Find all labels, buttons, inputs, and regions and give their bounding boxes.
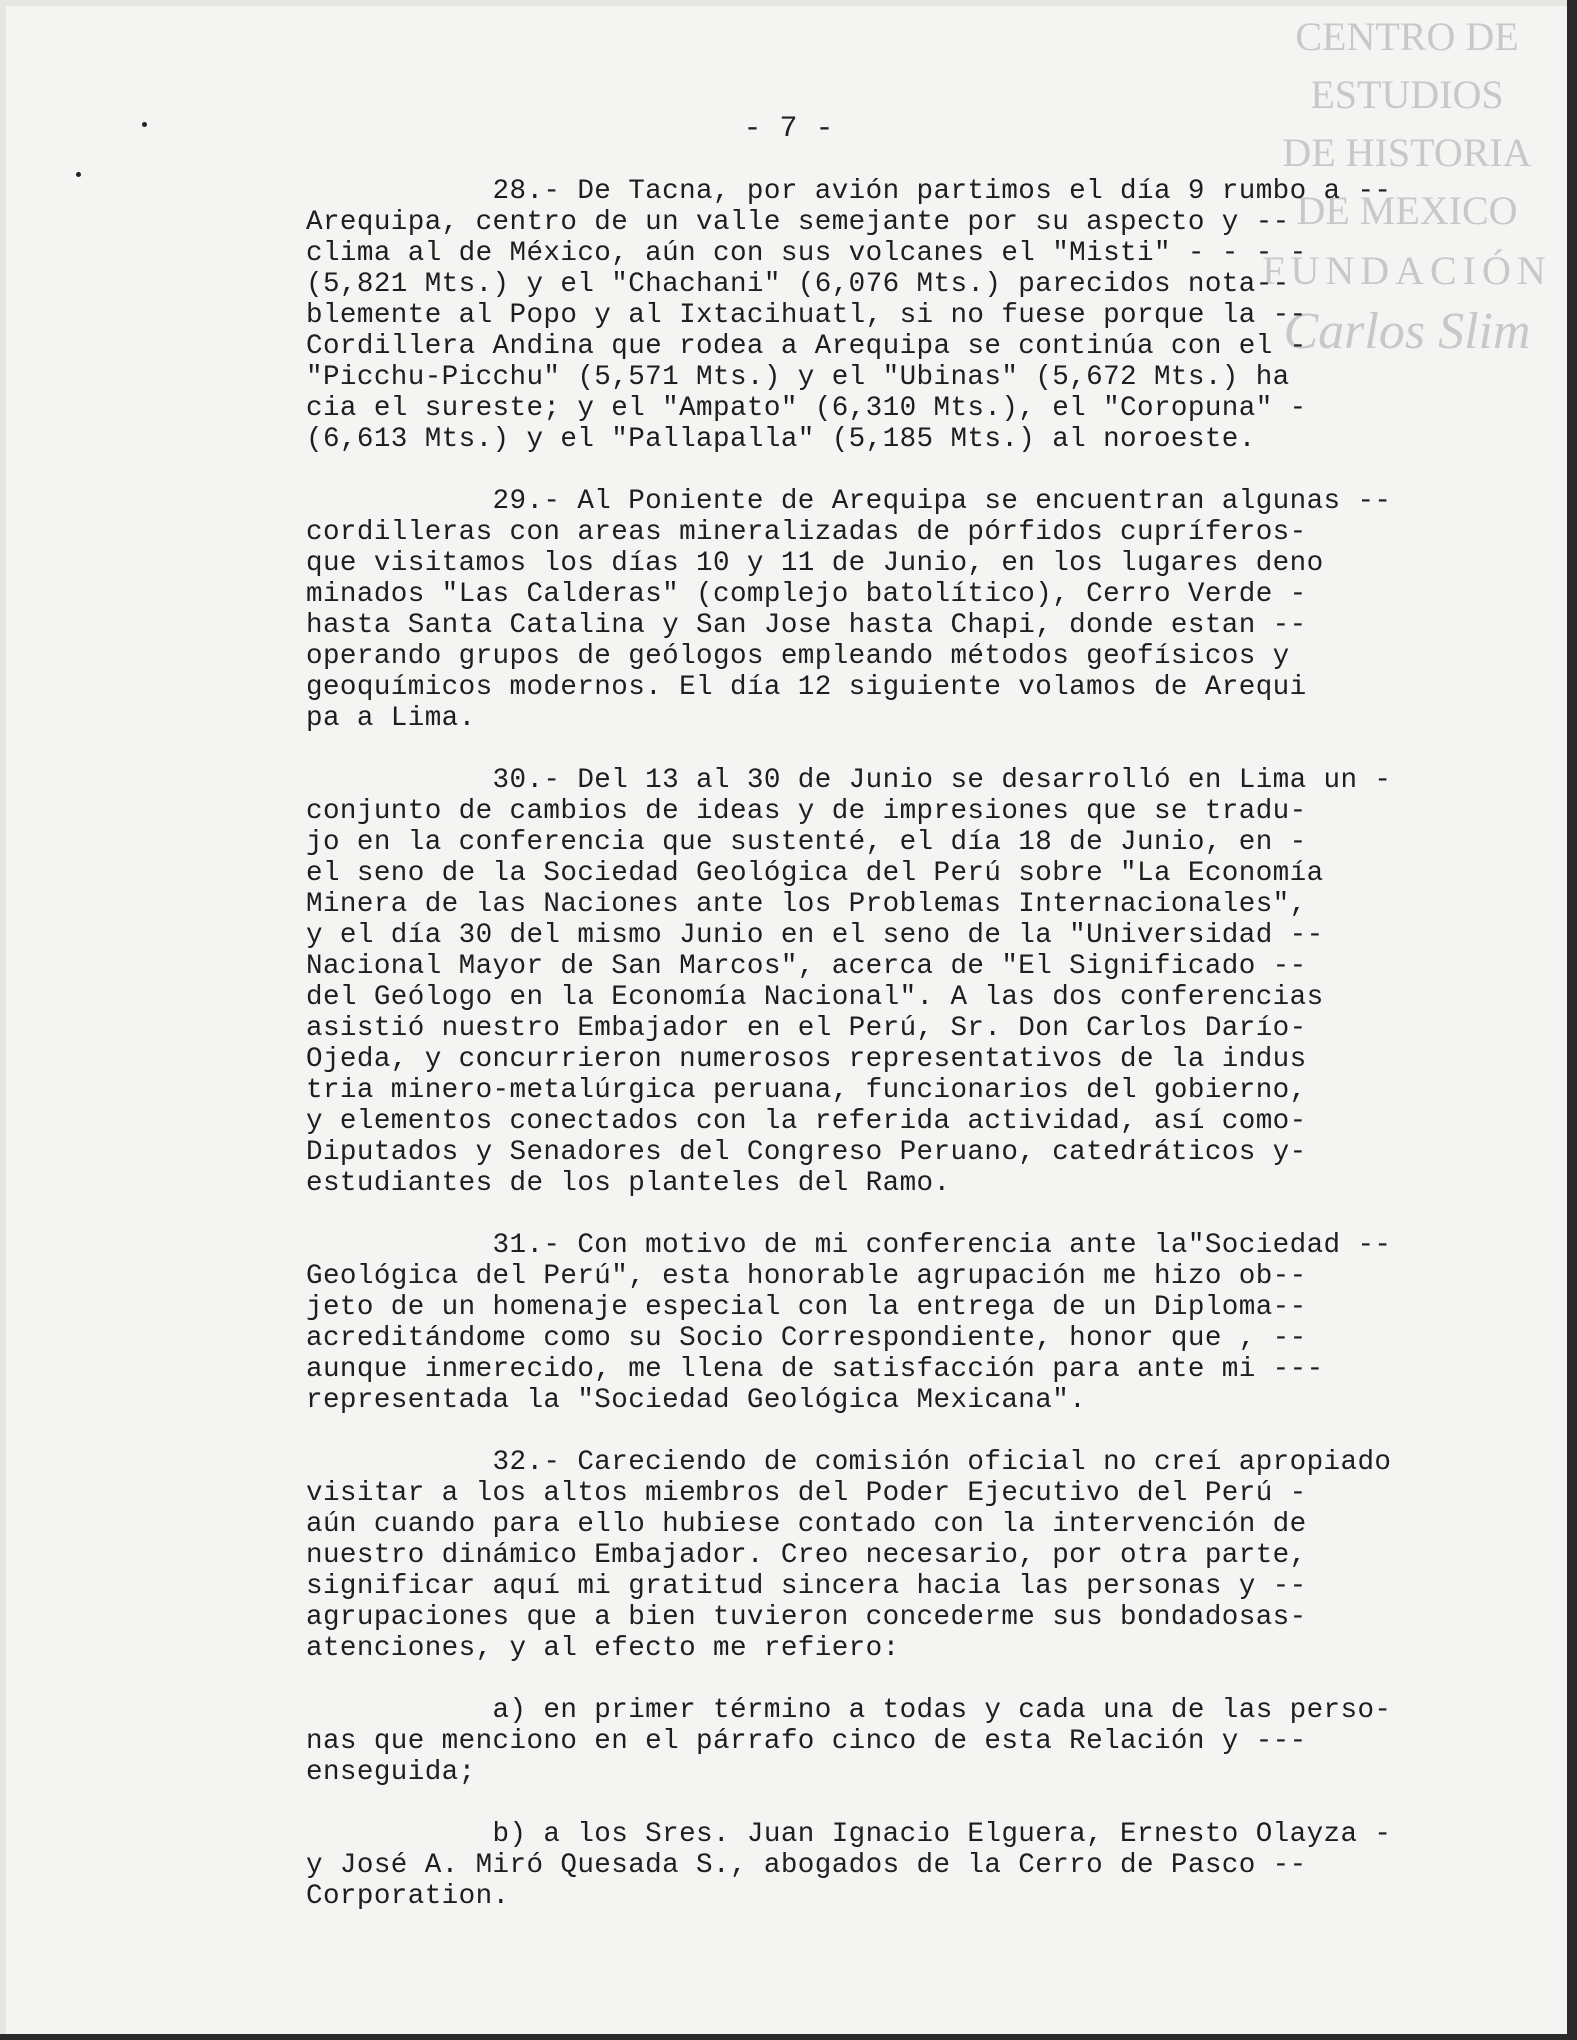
text-line: Arequipa, centro de un valle semejante por su aspecto y -- (306, 207, 1290, 238)
watermark-line: CENTRO DE (1295, 14, 1519, 59)
text-line: aunque inmerecido, me llena de satisfacción para ante mi --- (306, 1354, 1324, 1385)
text-line: Nacional Mayor de San Marcos", acerca de "El Significado -- (306, 951, 1307, 982)
text-line: Minera de las Naciones ante los Problemas Internacionales", (306, 889, 1307, 920)
watermark-line: DE HISTORIA (1282, 130, 1532, 175)
text-line: 29.- Al Poniente de Arequipa se encuentran algunas -- (306, 486, 1392, 517)
text-line: y elementos conectados con la referida actividad, así como- (306, 1106, 1307, 1137)
text-line: nuestro dinámico Embajador. Creo necesario, por otra parte, (306, 1540, 1307, 1571)
text-line: nas que menciono en el párrafo cinco de esta Relación y --- (306, 1726, 1307, 1757)
paragraph (306, 486, 1416, 734)
text-line: minados "Las Calderas" (complejo batolítico), Cerro Verde - (306, 579, 1307, 610)
text-line: blemente al Popo y al Ixtacihuatl, si no fuese porque la -- (306, 300, 1307, 331)
paragraph (306, 1230, 1416, 1416)
text-line: asistió nuestro Embajador en el Perú, Sr. Don Carlos Darío- (306, 1013, 1307, 1044)
text-line: cia el sureste; y el "Ampato" (6,310 Mts.), el "Coropuna" - (306, 393, 1307, 424)
text-line: aún cuando para ello hubiese contado con la intervención de (306, 1509, 1307, 1540)
text-line: Corporation. (306, 1881, 510, 1912)
paragraph (306, 1447, 1416, 1664)
text-line: del Geólogo en la Economía Nacional". A las dos conferencias (306, 982, 1324, 1013)
text-line: "Picchu-Picchu" (5,571 Mts.) y el "Ubinas" (5,672 Mts.) ha (306, 362, 1290, 393)
text-line: representada la "Sociedad Geológica Mexicana". (306, 1385, 1087, 1416)
text-line: Ojeda, y concurrieron numerosos representativos de la indus (306, 1044, 1307, 1075)
scan-edge-right (1567, 0, 1577, 2040)
text-line: pa a Lima. (306, 703, 476, 734)
document-body (306, 176, 1416, 1943)
page-number: - 7 - (743, 112, 834, 146)
text-line: 28.- De Tacna, por avión partimos el día 9 rumbo a -- (306, 176, 1392, 207)
text-line: y José A. Miró Quesada S., abogados de la Cerro de Pasco -- (306, 1850, 1307, 1881)
text-line: jeto de un homenaje especial con la entrega de un Diploma-- (306, 1292, 1307, 1323)
text-line: 30.- Del 13 al 30 de Junio se desarrolló en Lima un - (306, 765, 1392, 796)
text-line: cordilleras con areas mineralizadas de pórfidos cupríferos- (306, 517, 1307, 548)
text-line: geoquímicos modernos. El día 12 siguiente volamos de Arequi (306, 672, 1307, 703)
text-line: el seno de la Sociedad Geológica del Perú sobre "La Economía (306, 858, 1324, 889)
text-line: visitar a los altos miembros del Poder Ejecutivo del Perú - (306, 1478, 1307, 1509)
text-line: operando grupos de geólogos empleando métodos geofísicos y (306, 641, 1290, 672)
text-line: agrupaciones que a bien tuvieron concederme sus bondadosas- (306, 1602, 1307, 1633)
paragraph (306, 765, 1416, 1199)
text-line: clima al de México, aún con sus volcanes el "Misti" - - - - (306, 238, 1307, 269)
text-line: jo en la conferencia que sustenté, el día 18 de Junio, en - (306, 827, 1307, 858)
text-line: b) a los Sres. Juan Ignacio Elguera, Ernesto Olayza - (306, 1819, 1392, 1850)
text-line: Cordillera Andina que rodea a Arequipa se continúa con el - (306, 331, 1307, 362)
scan-edge-bottom (0, 2034, 1577, 2040)
paragraph (306, 1695, 1416, 1788)
watermark-signature: Carlos Slim (1283, 303, 1531, 360)
text-line: conjunto de cambios de ideas y de impresiones que se tradu- (306, 796, 1307, 827)
text-line: (6,613 Mts.) y el "Pallapalla" (5,185 Mts.) al noroeste. (306, 424, 1256, 455)
text-line: que visitamos los días 10 y 11 de Junio, en los lugares deno (306, 548, 1324, 579)
text-line: significar aquí mi gratitud sincera hacia las personas y -- (306, 1571, 1307, 1602)
text-line: Geológica del Perú", esta honorable agrupación me hizo ob-- (306, 1261, 1307, 1292)
watermark-line: ESTUDIOS (1310, 72, 1504, 117)
text-line: 31.- Con motivo de mi conferencia ante la"Sociedad -- (306, 1230, 1392, 1261)
text-line: acreditándome como su Socio Correspondiente, honor que , -- (306, 1323, 1307, 1354)
watermark-foundation: FUNDACIÓN (1262, 248, 1552, 293)
text-line: enseguida; (306, 1757, 476, 1788)
text-line: a) en primer término a todas y cada una de las perso- (306, 1695, 1392, 1726)
text-line: atenciones, y al efecto me refiero: (306, 1633, 900, 1664)
paragraph (306, 1819, 1416, 1912)
text-line: hasta Santa Catalina y San Jose hasta Chapi, donde estan -- (306, 610, 1307, 641)
text-line: Diputados y Senadores del Congreso Peruano, catedráticos y- (306, 1137, 1307, 1168)
text-line: (5,821 Mts.) y el "Chachani" (6,076 Mts.) parecidos nota-- (306, 269, 1290, 300)
text-line: y el día 30 del mismo Junio en el seno de la "Universidad -- (306, 920, 1324, 951)
paragraph (306, 176, 1416, 455)
scan-speck (76, 172, 81, 177)
text-line: tria minero-metalúrgica peruana, funcionarios del gobierno, (306, 1075, 1307, 1106)
text-line: 32.- Careciendo de comisión oficial no creí apropiado (306, 1447, 1392, 1478)
text-line: estudiantes de los planteles del Ramo. (306, 1168, 951, 1199)
watermark-line: DE MEXICO (1296, 188, 1518, 233)
